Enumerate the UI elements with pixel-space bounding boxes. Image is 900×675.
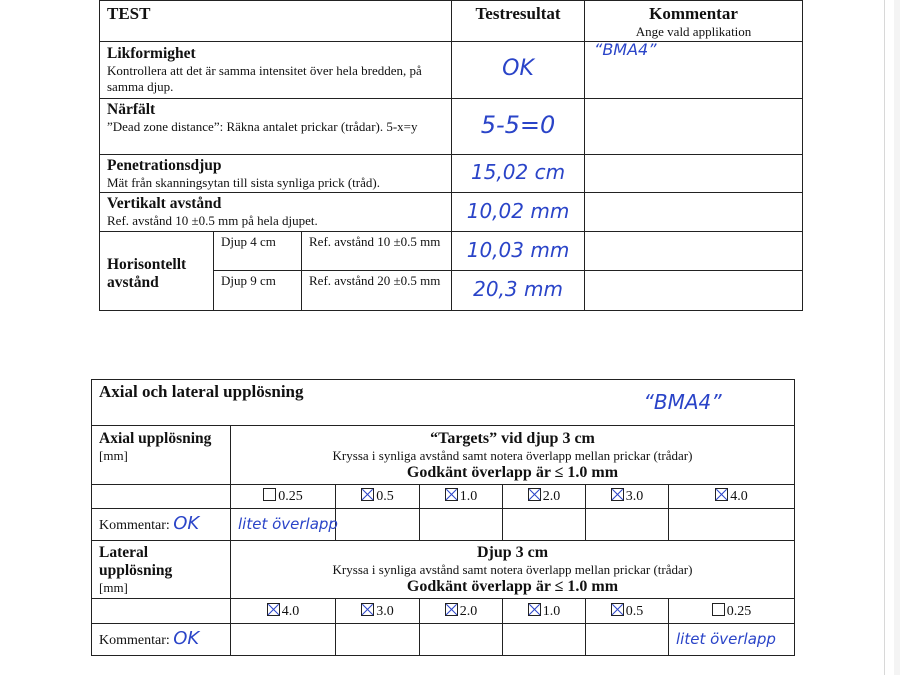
- comment-note: litet överlapp: [238, 515, 338, 533]
- result-value: 15,02 cm: [470, 160, 566, 184]
- axial-option[interactable]: 2.0: [503, 485, 586, 509]
- row-desc: Kontrollera att det är samma intensitet över hela bredden, på samma djup.: [107, 63, 422, 94]
- lateral-criterion: Godkänt överlapp är ≤ 1.0 mm: [406, 578, 619, 595]
- comment-note: litet överlapp: [676, 630, 776, 648]
- result-value: 10,02 mm: [466, 198, 570, 223]
- lateral-option[interactable]: 2.0: [420, 599, 503, 624]
- title-note: “BMA4”: [643, 389, 722, 414]
- checkbox-checked-icon[interactable]: [715, 488, 728, 501]
- lateral-label: Lateral upplösning: [99, 544, 173, 579]
- checkbox-checked-icon[interactable]: [611, 603, 624, 616]
- header-comment: Kommentar Ange vald applikation: [585, 1, 803, 42]
- row-desc: ”Dead zone distance”: Räkna antalet prickar (trådar). 5-x=y: [107, 119, 418, 134]
- lateral-option[interactable]: 1.0: [503, 599, 586, 624]
- axial-heading: “Targets” vid djup 3 cm: [430, 430, 595, 447]
- checkbox-checked-icon[interactable]: [611, 488, 624, 501]
- axial-unit: [mm]: [99, 448, 128, 463]
- row-title: Vertikalt avstånd: [107, 195, 222, 212]
- result-value: OK: [502, 56, 534, 81]
- row-title: Penetrationsdjup: [107, 157, 222, 174]
- axial-criterion: Godkänt överlapp är ≤ 1.0 mm: [406, 464, 619, 481]
- table-row: [100, 232, 803, 271]
- lateral-option[interactable]: 0.25: [669, 599, 795, 624]
- checkbox-checked-icon[interactable]: [528, 603, 541, 616]
- lateral-option[interactable]: 0.5: [586, 599, 669, 624]
- checkbox-checked-icon[interactable]: [445, 488, 458, 501]
- checkbox-icon[interactable]: [712, 603, 725, 616]
- result-value: 5-5=0: [480, 110, 556, 139]
- axial-comment-row: [92, 509, 795, 541]
- axial-instruction: Kryssa i synliga avstånd samt notera överlapp mellan prickar (trådar): [332, 448, 693, 463]
- comment-value: OK: [173, 512, 200, 534]
- header-result: Testresultat: [452, 1, 585, 42]
- row-title: Horisontellt avstånd: [107, 256, 187, 291]
- header-test: TEST: [100, 1, 452, 42]
- row-title: Närfält: [107, 101, 156, 118]
- table-row: [100, 193, 803, 232]
- lateral-heading: Djup 3 cm: [476, 544, 549, 561]
- depth-label: Djup 9 cm: [221, 273, 276, 288]
- depth-label: Djup 4 cm: [221, 234, 276, 249]
- comment-label: Kommentar:: [99, 517, 170, 533]
- section-title: Axial och lateral upplösning “BMA4”: [92, 380, 795, 426]
- lateral-option[interactable]: 4.0: [231, 599, 336, 624]
- result-value: 10,03 mm: [466, 237, 570, 262]
- axial-option[interactable]: 0.5: [336, 485, 420, 509]
- axial-header-row: [92, 426, 795, 485]
- axial-option[interactable]: 3.0: [586, 485, 669, 509]
- comment-value: “BMA4”: [594, 40, 657, 59]
- lateral-unit: [mm]: [99, 580, 128, 595]
- lateral-option[interactable]: 3.0: [336, 599, 420, 624]
- result-value: 20,3 mm: [473, 277, 563, 301]
- row-desc: Ref. avstånd 10 ±0.5 mm på hela djupet.: [107, 213, 318, 228]
- lateral-comment-row: [92, 624, 795, 656]
- comment-label: Kommentar:: [99, 632, 170, 648]
- axial-options-row: [92, 485, 795, 509]
- checkbox-checked-icon[interactable]: [267, 603, 280, 616]
- table-row: [100, 155, 803, 193]
- axial-option[interactable]: 4.0: [669, 485, 795, 509]
- lateral-instruction: Kryssa i synliga avstånd samt notera överlapp mellan prickar (trådar): [332, 562, 693, 577]
- checkbox-icon[interactable]: [263, 488, 276, 501]
- checkbox-checked-icon[interactable]: [361, 488, 374, 501]
- resolution-table: [91, 379, 795, 656]
- page-margin: [894, 0, 900, 675]
- checkbox-checked-icon[interactable]: [361, 603, 374, 616]
- lateral-header-row: [92, 541, 795, 599]
- comment-value: OK: [173, 627, 200, 649]
- axial-option[interactable]: 1.0: [420, 485, 503, 509]
- row-desc: Mät från skanningsytan till sista synliga prick (tråd).: [107, 175, 380, 190]
- ref-distance: Ref. avstånd 10 ±0.5 mm: [309, 234, 441, 249]
- table-row: [100, 42, 803, 99]
- checkbox-checked-icon[interactable]: [528, 488, 541, 501]
- table-row: [100, 99, 803, 155]
- lateral-options-row: [92, 599, 795, 624]
- ref-distance: Ref. avstånd 20 ±0.5 mm: [309, 273, 441, 288]
- axial-label: Axial upplösning: [99, 430, 212, 447]
- axial-option[interactable]: 0.25: [231, 485, 336, 509]
- row-title: Likformighet: [107, 45, 196, 62]
- page-edge: [884, 0, 885, 675]
- test-results-table: [99, 0, 803, 311]
- checkbox-checked-icon[interactable]: [445, 603, 458, 616]
